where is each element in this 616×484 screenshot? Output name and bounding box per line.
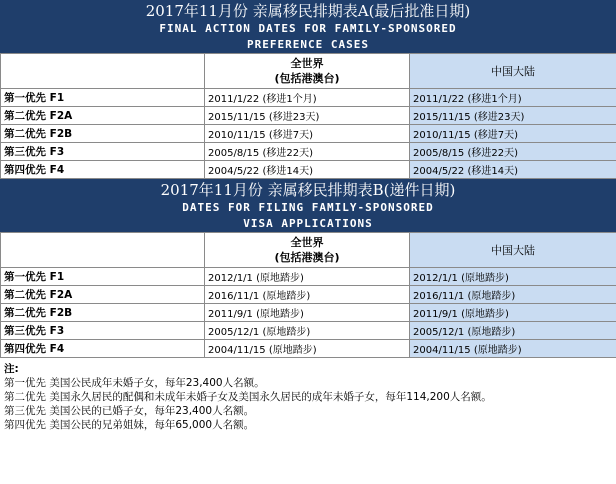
table-row xyxy=(1,89,616,107)
china-cell: 2005/8/15 (移进22天) xyxy=(410,143,616,161)
header-worldwide-line2: (包括港澳台) xyxy=(274,251,340,264)
china-cell: 2010/11/15 (移进7天) xyxy=(410,125,616,143)
china-cell: 2011/9/1 (原地踏步) xyxy=(410,304,616,322)
worldwide-cell: 2011/9/1 (原地踏步) xyxy=(205,304,410,322)
category-cell: 第二优先 F2A xyxy=(1,286,205,304)
category-cell: 第一优先 F1 xyxy=(1,89,205,107)
header-china: 中国大陆 xyxy=(410,54,616,89)
table-b-subtitle-1: DATES FOR FILING FAMILY-SPONSORED xyxy=(182,201,434,214)
header-worldwide-line1: 全世界 xyxy=(290,57,324,70)
worldwide-cell: 2015/11/15 (移进23天) xyxy=(205,107,410,125)
note-line: 第三优先 美国公民的已婚子女，每年23,400人名额。 xyxy=(4,405,255,417)
table-b xyxy=(0,232,616,358)
category-cell: 第一优先 F1 xyxy=(1,268,205,286)
china-cell: 2005/12/1 (原地踏步) xyxy=(410,322,616,340)
category-cell: 第三优先 F3 xyxy=(1,322,205,340)
china-cell: 2015/11/15 (移进23天) xyxy=(410,107,616,125)
worldwide-cell: 2004/5/22 (移进14天) xyxy=(205,161,410,179)
china-cell: 2011/1/22 (移进1个月) xyxy=(410,89,616,107)
table-a xyxy=(0,53,616,179)
category-cell: 第二优先 F2A xyxy=(1,107,205,125)
china-cell: 2004/5/22 (移进14天) xyxy=(410,161,616,179)
table-row xyxy=(1,268,616,286)
header-blank xyxy=(1,54,205,89)
notes-section xyxy=(0,358,616,432)
table-a-title: 2017年11月份 亲属移民排期表A(最后批准日期) xyxy=(145,2,471,20)
worldwide-cell: 2005/8/15 (移进22天) xyxy=(205,143,410,161)
category-cell: 第四优先 F4 xyxy=(1,340,205,358)
header-china: 中国大陆 xyxy=(410,233,616,268)
china-cell: 2012/1/1 (原地踏步) xyxy=(410,268,616,286)
table-a-subtitle-1: FINAL ACTION DATES FOR FAMILY-SPONSORED xyxy=(159,22,457,35)
table-a-header-row xyxy=(1,54,616,89)
worldwide-cell: 2016/11/1 (原地踏步) xyxy=(205,286,410,304)
table-row xyxy=(1,340,616,358)
header-worldwide-line2: (包括港澳台) xyxy=(274,72,340,85)
notes-title: 注: xyxy=(4,363,19,375)
worldwide-cell: 2012/1/1 (原地踏步) xyxy=(205,268,410,286)
note-line: 第一优先 美国公民成年未婚子女，每年23,400人名额。 xyxy=(4,377,265,389)
header-worldwide xyxy=(205,54,410,89)
worldwide-cell: 2005/12/1 (原地踏步) xyxy=(205,322,410,340)
worldwide-cell: 2010/11/15 (移进7天) xyxy=(205,125,410,143)
table-b-header-row xyxy=(1,233,616,268)
worldwide-cell: 2011/1/22 (移进1个月) xyxy=(205,89,410,107)
table-row xyxy=(1,286,616,304)
header-worldwide xyxy=(205,233,410,268)
table-row xyxy=(1,125,616,143)
table-b-banner xyxy=(0,179,616,232)
note-line: 第四优先 美国公民的兄弟姐妹，每年65,000人名额。 xyxy=(4,419,255,431)
category-cell: 第四优先 F4 xyxy=(1,161,205,179)
table-row xyxy=(1,107,616,125)
table-b-title: 2017年11月份 亲属移民排期表B(递件日期) xyxy=(160,181,456,199)
china-cell: 2016/11/1 (原地踏步) xyxy=(410,286,616,304)
table-row xyxy=(1,304,616,322)
category-cell: 第三优先 F3 xyxy=(1,143,205,161)
header-worldwide-line1: 全世界 xyxy=(290,236,324,249)
china-cell: 2004/11/15 (原地踏步) xyxy=(410,340,616,358)
header-blank xyxy=(1,233,205,268)
category-cell: 第二优先 F2B xyxy=(1,304,205,322)
table-row xyxy=(1,161,616,179)
table-b-subtitle-2: VISA APPLICATIONS xyxy=(243,217,373,230)
table-a-subtitle-2: PREFERENCE CASES xyxy=(247,38,369,51)
table-row xyxy=(1,143,616,161)
note-line: 第二优先 美国永久居民的配偶和未成年未婚子女及美国永久居民的成年未婚子女，每年114,200人名额。 xyxy=(4,391,492,403)
worldwide-cell: 2004/11/15 (原地踏步) xyxy=(205,340,410,358)
table-row xyxy=(1,322,616,340)
table-a-banner xyxy=(0,0,616,53)
category-cell: 第二优先 F2B xyxy=(1,125,205,143)
